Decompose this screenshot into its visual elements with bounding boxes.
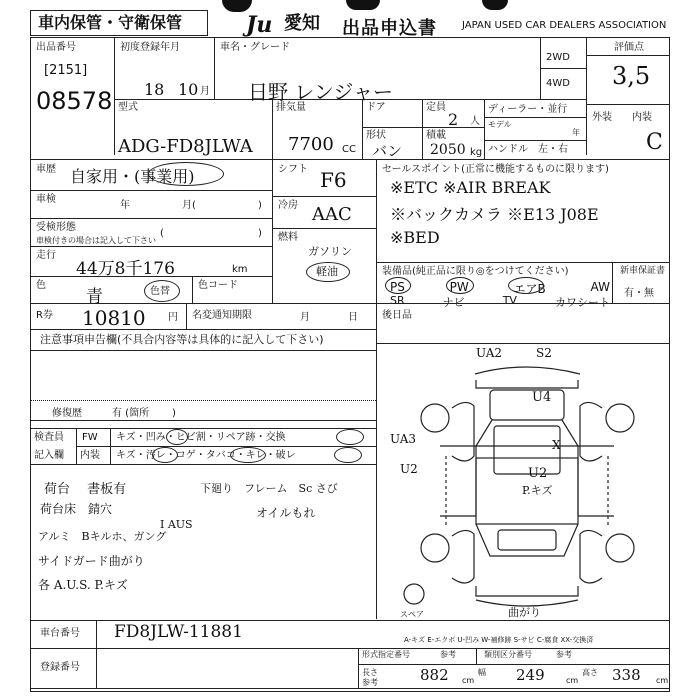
model-value: ADG-FD8JLWA — [118, 136, 253, 157]
shape-label: 形状 — [366, 130, 386, 141]
repair-value: 有 (箇所 — [112, 408, 150, 419]
damage-u2-left: U2 — [400, 462, 418, 476]
remark-6: I AUS — [160, 518, 193, 531]
registration-label: 初度登録年月 — [120, 42, 180, 53]
height-label: 高さ — [582, 668, 598, 677]
spec-number-label: 形式指定番号 — [362, 650, 410, 659]
damage-x: X — [552, 438, 561, 452]
damage-u2-bed: U2 — [528, 466, 548, 481]
exterior-label: 外装 — [592, 112, 612, 123]
new-warranty-value: 有・無 — [624, 288, 654, 299]
acceptance-label: 受検形態 — [36, 222, 76, 233]
repair-close: ) — [172, 408, 176, 419]
name-change-label: 名変通知期限 — [192, 310, 252, 321]
history-circle — [148, 162, 224, 186]
acceptance-sub: 車検付きの場合は記入して下さい — [36, 236, 156, 245]
inspector-int-items: キズ・汚レ・コゲ・タバコ・キレ・破レ — [116, 450, 296, 461]
damage-scratch-bed: P.キズ — [522, 484, 553, 497]
load-value: 2050 — [430, 142, 466, 158]
equipment-sr: SR — [390, 294, 405, 307]
fuel-label: 燃料 — [278, 232, 298, 243]
int-dirt-circle — [152, 447, 178, 463]
remark-4: オイルもれ — [256, 506, 316, 520]
reg-number-label: 登録番号 — [40, 662, 80, 673]
damage-legend: A-キズ E-エクボ U-凹み W-補修跡 S-サビ C-腐食 XX-交換済 — [404, 636, 594, 644]
damage-ua2: UA2 — [476, 346, 503, 360]
fw-dent-circle — [166, 429, 188, 445]
top-mark-left — [222, 0, 252, 12]
inspector-label: 検査員 — [34, 432, 64, 443]
length-unit: cm — [462, 676, 475, 685]
chassis-label: 車台番号 — [40, 628, 80, 639]
displacement-value: 7700 — [288, 134, 334, 155]
class-number-label: 類別区分番号 — [484, 650, 532, 659]
handle-label: ハンドル 左・右 — [488, 144, 568, 155]
aircon-label: 冷房 — [278, 200, 298, 211]
form-title: 出品申込書 — [342, 18, 437, 39]
width-value: 249 — [516, 666, 545, 684]
fw-exchange-circle — [336, 429, 364, 445]
drive-4wd: 4WD — [546, 78, 570, 89]
equipment-row-2 — [390, 294, 610, 310]
recycle-unit: 円 — [168, 312, 178, 323]
storage-title: 車内保管・守衛保管 — [38, 13, 183, 32]
lot-sub-number: [2151] — [44, 63, 88, 78]
score-value: 3,5 — [612, 62, 651, 90]
equipment-label: 装備品(純正品に限り◎をつけてください) — [382, 266, 569, 277]
registration-month-unit: 月 — [200, 86, 210, 97]
int-tobacco-circle — [230, 447, 266, 463]
interior-label: 内装 — [632, 112, 652, 123]
color-code-label: 色コード — [198, 280, 238, 291]
equipment-aw: AW — [590, 280, 610, 294]
capacity-value: 2 — [448, 110, 459, 129]
selling-points-label: セールスポイント(正常に機能するものに限ります) — [382, 164, 609, 175]
class-ref: 参考 — [556, 650, 572, 659]
remark-2: 下廻り フレーム Sc さび — [200, 482, 338, 495]
damage-s2: S2 — [536, 346, 552, 360]
spare-label: スペア — [400, 610, 424, 619]
inspector-label-2: 記入欄 — [34, 450, 64, 461]
fuel-gasoline: ガソリン — [308, 245, 352, 258]
chassis-value: FD8JLW-11881 — [114, 622, 243, 642]
mileage-value: 44万8千176 — [76, 259, 175, 279]
repaint-circle — [144, 280, 180, 302]
color-label: 色 — [36, 280, 46, 291]
shift-label: シフト — [278, 164, 308, 175]
equipment-leather: カワシート — [554, 296, 610, 309]
damage-ua3: UA3 — [390, 432, 417, 446]
equipment-pw: PW — [449, 280, 469, 294]
drive-2wd: 2WD — [546, 52, 570, 63]
equipment-airbag-circle — [508, 277, 544, 294]
name-change-day: 日 — [348, 312, 358, 323]
equipment-navi: ナビ — [442, 296, 465, 309]
top-mark-center — [346, 0, 380, 10]
mileage-label: 走行 — [36, 250, 56, 261]
inspection-label: 車検 — [36, 194, 56, 205]
fuel-diesel: 軽油 — [316, 265, 338, 278]
repair-label: 修復歴 — [52, 408, 82, 419]
remark-1: 荷台 書板有 — [44, 482, 127, 497]
dealer-year-label: 年 — [572, 128, 580, 137]
dealer-label: ディーラー・並行 — [488, 104, 568, 115]
equipment-ps: PS — [390, 280, 405, 294]
dealer-model-label: モデル — [488, 120, 512, 129]
remark-8: 各 A.U.S. P.キズ — [38, 578, 128, 592]
remark-3: 荷台床 錆穴 — [40, 502, 113, 516]
spec-ref: 参考 — [440, 650, 456, 659]
selling-point-line3: ※BED — [390, 228, 440, 247]
bent-label: 曲がり — [508, 606, 541, 619]
displacement-label: 排気量 — [276, 102, 306, 113]
int-tear-circle — [334, 447, 362, 463]
repaint-label: 色替 — [150, 286, 170, 297]
registration-month: 10 — [178, 80, 199, 99]
exterior-value: C — [646, 130, 663, 155]
capacity-label: 定員 — [426, 102, 446, 113]
new-warranty-label: 新車保証書 — [620, 266, 666, 276]
inspection-month: 月( — [182, 200, 196, 211]
recycle-label: R券 — [36, 310, 53, 321]
length-label: 長さ — [362, 668, 378, 677]
remark-7: サイドガード曲がり — [38, 554, 145, 568]
equipment-airbag: エアB — [513, 282, 546, 296]
car-name-value: 日野 レンジャー — [248, 80, 393, 104]
recycle-value: 10810 — [82, 306, 146, 330]
color-value: 青 — [86, 287, 103, 307]
lot-label: 出品番号 — [36, 42, 76, 53]
inspection-close: ) — [258, 200, 262, 211]
association-name: JAPAN USED CAR DEALERS ASSOCIATION — [462, 20, 667, 31]
length-ref: 参考 — [362, 678, 378, 687]
remark-5: アルミ Bキルホ、ガング — [38, 530, 167, 543]
score-label: 評価点 — [614, 42, 644, 53]
width-unit: cm — [566, 676, 579, 685]
doors-label: ドア — [366, 102, 386, 113]
acceptance-close: ) — [258, 228, 262, 239]
equipment-pw-circle — [446, 277, 474, 294]
inspection-year: 年 — [120, 200, 130, 211]
inspector-fw: FW — [82, 432, 98, 443]
shift-value: F6 — [320, 168, 347, 192]
height-value: 338 — [612, 666, 641, 684]
equipment-ps-circle — [385, 277, 411, 294]
history-label: 車歴 — [36, 164, 56, 175]
top-mark-right — [482, 0, 508, 10]
inspector-fw-items: キズ・凹み・ヒビ割・リペア跡・交換 — [116, 432, 286, 443]
load-label: 積載 — [426, 130, 446, 141]
region-name: 愛知 — [284, 13, 320, 34]
fuel-circle — [306, 262, 350, 282]
lot-number: 08578 — [36, 87, 113, 115]
car-name-label: 車名・グレード — [220, 42, 290, 53]
length-value: 882 — [420, 666, 449, 684]
history-value: 自家用・(事業用) — [70, 167, 195, 186]
name-change-month: 月 — [300, 312, 310, 323]
selling-point-line2: ※バックカメラ ※E13 J08E — [390, 205, 599, 224]
selling-point-line1: ※ETC ※AIR BREAK — [390, 178, 551, 197]
rear-seat-label: 後日品 — [382, 310, 412, 321]
ju-logo: Ju — [246, 12, 273, 38]
inspector-int: 内装 — [80, 450, 100, 461]
model-label: 型式 — [118, 102, 138, 113]
displacement-unit: CC — [342, 144, 356, 155]
width-label: 幅 — [478, 668, 486, 677]
shape-value: バン — [372, 142, 403, 160]
notes-label: 注意事項申告欄(不具合内容等は具体的に記入して下さい) — [40, 333, 324, 346]
equipment-tv: TV — [502, 294, 517, 307]
load-unit: kg — [470, 147, 483, 158]
mileage-unit: km — [232, 264, 248, 275]
acceptance-open: ( — [160, 228, 164, 239]
registration-year: 18 — [144, 80, 165, 99]
aircon-value: AAC — [312, 204, 352, 225]
capacity-unit: 人 — [470, 116, 480, 127]
height-unit: cm — [656, 676, 669, 685]
damage-u4: U4 — [532, 390, 552, 405]
